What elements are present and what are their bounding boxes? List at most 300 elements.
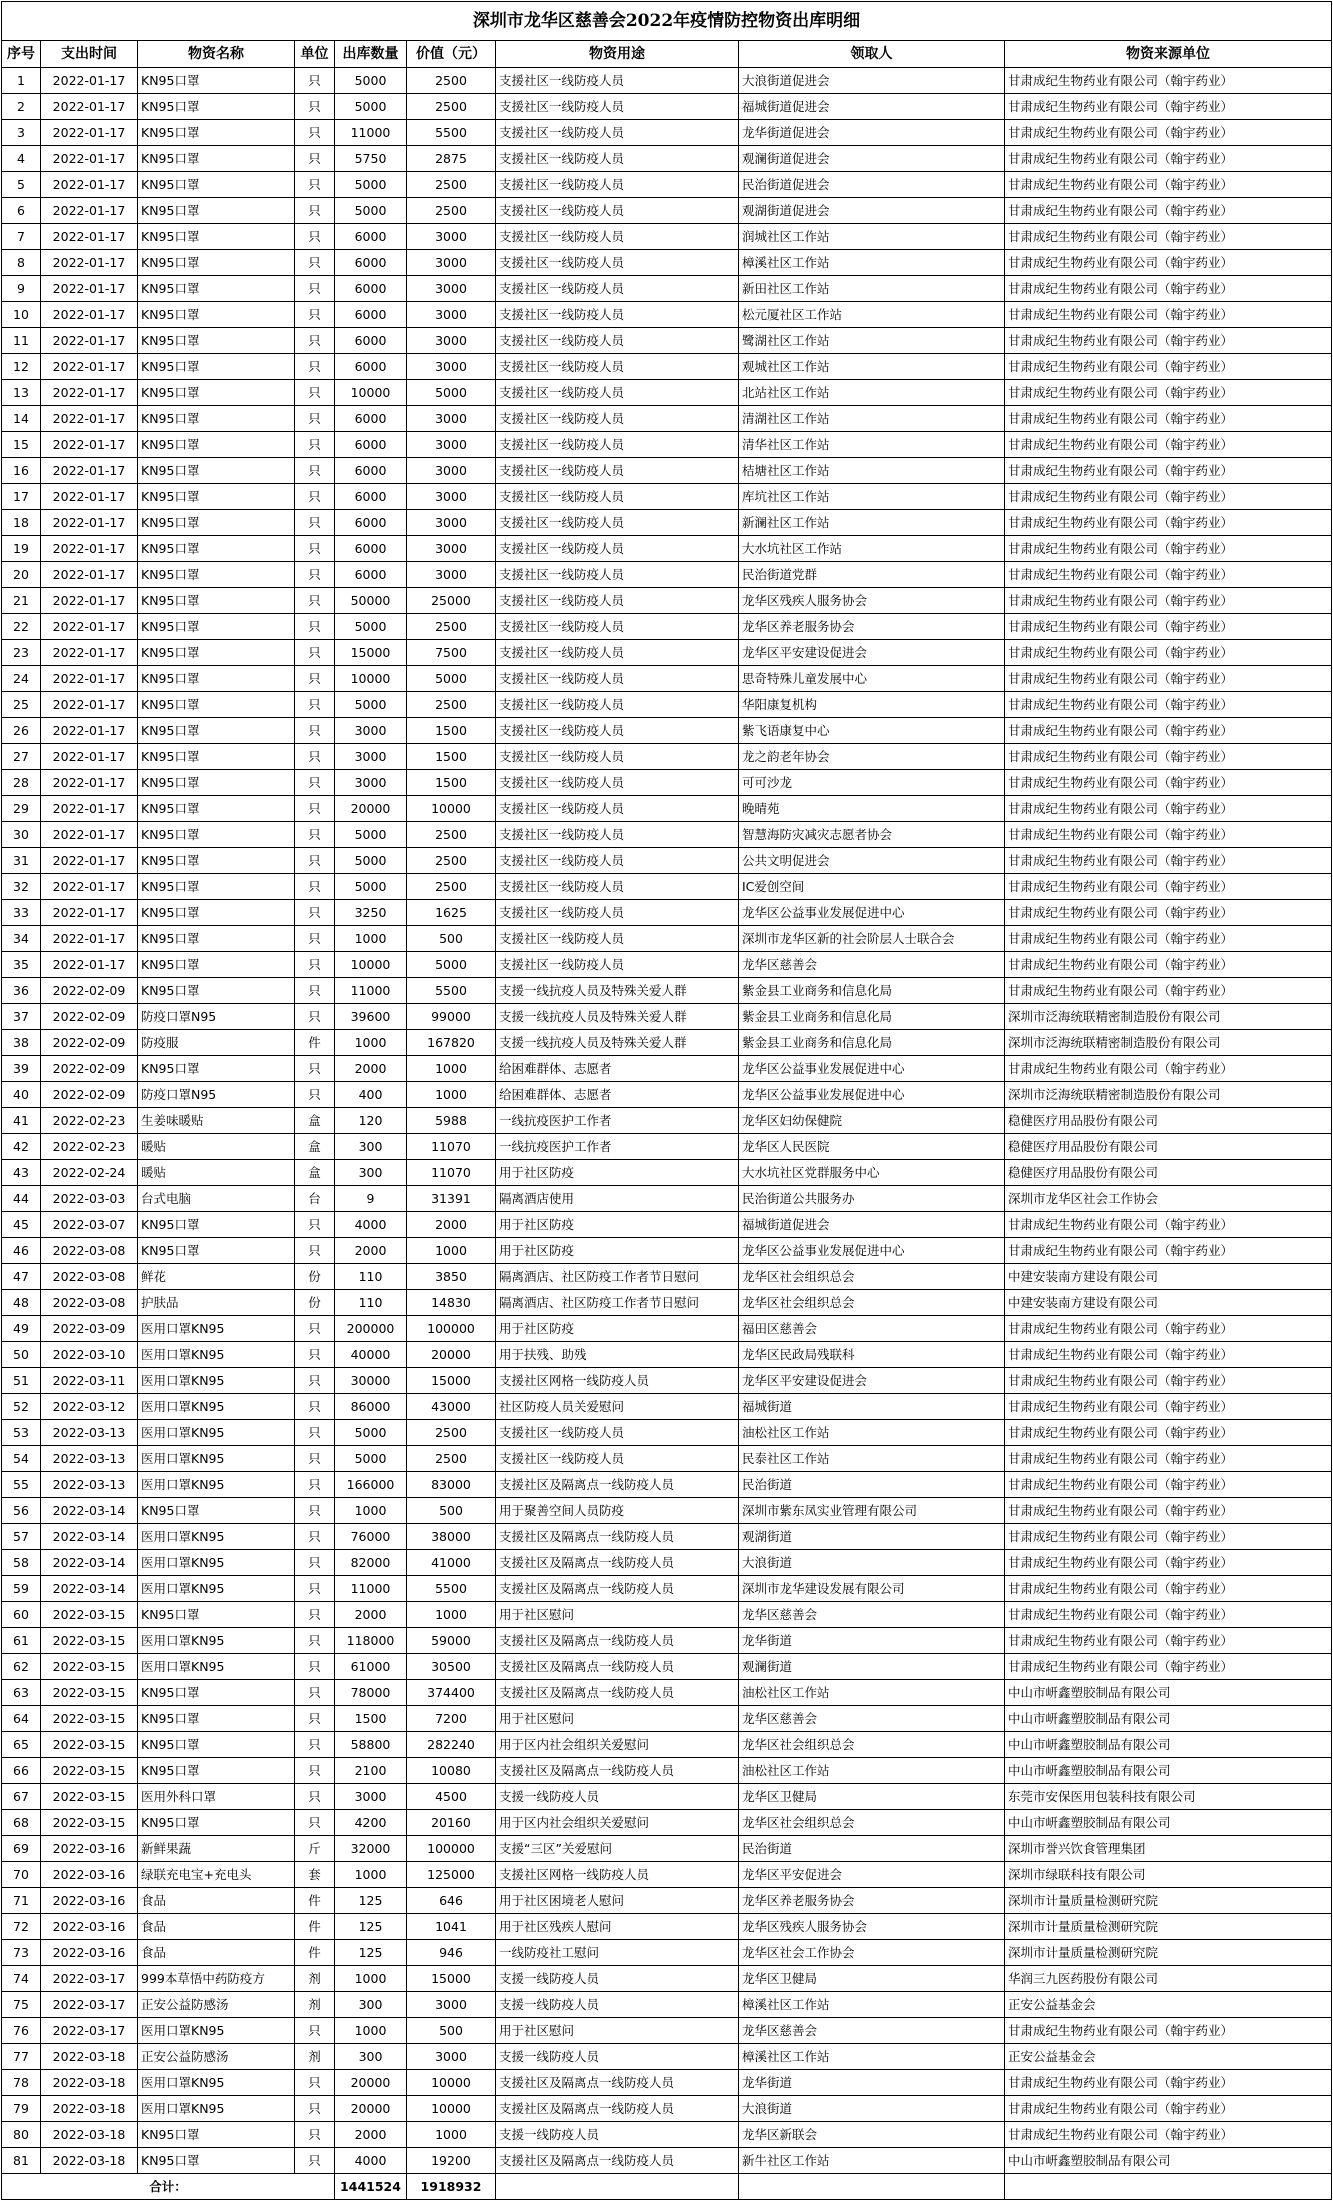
cell-date: 2022-03-13 bbox=[41, 1472, 138, 1498]
cell-unit: 只 bbox=[295, 588, 335, 614]
cell-source: 甘肃成纪生物药业有限公司（翰宇药业） bbox=[1005, 1498, 1332, 1524]
cell-index: 19 bbox=[2, 536, 41, 562]
cell-quantity: 6000 bbox=[335, 510, 407, 536]
cell-unit: 只 bbox=[295, 1004, 335, 1030]
cell-date: 2022-03-15 bbox=[41, 1680, 138, 1706]
cell-index: 11 bbox=[2, 328, 41, 354]
cell-source: 中山市岍鑫塑胶制品有限公司 bbox=[1005, 2148, 1332, 2174]
cell-unit: 只 bbox=[295, 1550, 335, 1576]
cell-source: 甘肃成纪生物药业有限公司（翰宇药业） bbox=[1005, 2070, 1332, 2096]
table-row bbox=[2, 1654, 1332, 1680]
cell-purpose: 支援一线防疫人员 bbox=[496, 1992, 739, 2018]
cell-unit: 只 bbox=[295, 484, 335, 510]
table-row bbox=[2, 1160, 1332, 1186]
cell-index: 30 bbox=[2, 822, 41, 848]
cell-recipient: 北站社区工作站 bbox=[739, 380, 1005, 406]
cell-date: 2022-01-17 bbox=[41, 68, 138, 94]
table-row bbox=[2, 1186, 1332, 1212]
cell-source: 甘肃成纪生物药业有限公司（翰宇药业） bbox=[1005, 1524, 1332, 1550]
cell-purpose: 隔离酒店、社区防疫工作者节日慰问 bbox=[496, 1290, 739, 1316]
cell-purpose: 一线抗疫医护工作者 bbox=[496, 1134, 739, 1160]
cell-quantity: 11000 bbox=[335, 978, 407, 1004]
cell-purpose: 用于社区残疾人慰问 bbox=[496, 1914, 739, 1940]
cell-quantity: 5750 bbox=[335, 146, 407, 172]
cell-index: 8 bbox=[2, 250, 41, 276]
table-row bbox=[2, 1784, 1332, 1810]
table-row bbox=[2, 1004, 1332, 1030]
cell-date: 2022-03-13 bbox=[41, 1420, 138, 1446]
cell-value: 3000 bbox=[407, 276, 496, 302]
cell-recipient: 龙华区平安建设促进会 bbox=[739, 640, 1005, 666]
cell-recipient: 可可沙龙 bbox=[739, 770, 1005, 796]
cell-date: 2022-03-18 bbox=[41, 2122, 138, 2148]
cell-purpose: 用于扶残、助残 bbox=[496, 1342, 739, 1368]
cell-index: 76 bbox=[2, 2018, 41, 2044]
cell-index: 2 bbox=[2, 94, 41, 120]
cell-value: 1625 bbox=[407, 900, 496, 926]
cell-quantity: 3000 bbox=[335, 770, 407, 796]
cell-item: 食品 bbox=[138, 1888, 295, 1914]
cell-date: 2022-03-18 bbox=[41, 2096, 138, 2122]
cell-purpose: 一线抗疫医护工作者 bbox=[496, 1108, 739, 1134]
cell-value: 11070 bbox=[407, 1134, 496, 1160]
cell-value: 125000 bbox=[407, 1862, 496, 1888]
total-label: 合计： bbox=[2, 2174, 335, 2200]
cell-index: 36 bbox=[2, 978, 41, 1004]
cell-date: 2022-02-09 bbox=[41, 978, 138, 1004]
cell-unit: 盒 bbox=[295, 1134, 335, 1160]
cell-item: 医用口罩KN95 bbox=[138, 1316, 295, 1342]
cell-value: 20160 bbox=[407, 1810, 496, 1836]
table-row bbox=[2, 2122, 1332, 2148]
cell-value: 59000 bbox=[407, 1628, 496, 1654]
cell-source: 深圳市绿联科技有限公司 bbox=[1005, 1862, 1332, 1888]
cell-quantity: 6000 bbox=[335, 562, 407, 588]
cell-index: 69 bbox=[2, 1836, 41, 1862]
cell-value: 43000 bbox=[407, 1394, 496, 1420]
cell-date: 2022-01-17 bbox=[41, 614, 138, 640]
cell-recipient: 清华社区工作站 bbox=[739, 432, 1005, 458]
cell-source: 甘肃成纪生物药业有限公司（翰宇药业） bbox=[1005, 380, 1332, 406]
cell-value: 3000 bbox=[407, 536, 496, 562]
total-value: 1918932 bbox=[407, 2174, 496, 2200]
cell-item: KN95口罩 bbox=[138, 406, 295, 432]
cell-index: 61 bbox=[2, 1628, 41, 1654]
cell-source: 甘肃成纪生物药业有限公司（翰宇药业） bbox=[1005, 926, 1332, 952]
cell-purpose: 支援社区一线防疫人员 bbox=[496, 146, 739, 172]
cell-index: 45 bbox=[2, 1212, 41, 1238]
cell-unit: 只 bbox=[295, 1212, 335, 1238]
cell-purpose: 支援一线防疫人员 bbox=[496, 1966, 739, 1992]
table-row bbox=[2, 822, 1332, 848]
cell-index: 42 bbox=[2, 1134, 41, 1160]
table-row bbox=[2, 926, 1332, 952]
cell-source: 中山市岍鑫塑胶制品有限公司 bbox=[1005, 1758, 1332, 1784]
table-row bbox=[2, 328, 1332, 354]
cell-date: 2022-01-17 bbox=[41, 770, 138, 796]
cell-index: 57 bbox=[2, 1524, 41, 1550]
cell-recipient: 龙华区公益事业发展促进中心 bbox=[739, 1238, 1005, 1264]
cell-unit: 只 bbox=[295, 1420, 335, 1446]
cell-source: 甘肃成纪生物药业有限公司（翰宇药业） bbox=[1005, 1576, 1332, 1602]
cell-index: 4 bbox=[2, 146, 41, 172]
cell-quantity: 3000 bbox=[335, 1784, 407, 1810]
cell-date: 2022-01-17 bbox=[41, 250, 138, 276]
outbound-table bbox=[1, 1, 1332, 2200]
header-unit: 单位 bbox=[295, 41, 335, 68]
cell-recipient: 龙华区人民医院 bbox=[739, 1134, 1005, 1160]
cell-item: KN95口罩 bbox=[138, 1212, 295, 1238]
cell-date: 2022-03-16 bbox=[41, 1836, 138, 1862]
cell-date: 2022-03-08 bbox=[41, 1264, 138, 1290]
cell-recipient: 晚晴苑 bbox=[739, 796, 1005, 822]
cell-item: 999本草悟中药防疫方 bbox=[138, 1966, 295, 1992]
cell-purpose: 支援社区及隔离点一线防疫人员 bbox=[496, 1576, 739, 1602]
cell-value: 2000 bbox=[407, 1212, 496, 1238]
cell-item: 护肤品 bbox=[138, 1290, 295, 1316]
cell-purpose: 支援社区一线防疫人员 bbox=[496, 874, 739, 900]
cell-unit: 只 bbox=[295, 562, 335, 588]
cell-source: 甘肃成纪生物药业有限公司（翰宇药业） bbox=[1005, 328, 1332, 354]
cell-recipient: 大浪街道 bbox=[739, 1550, 1005, 1576]
cell-index: 79 bbox=[2, 2096, 41, 2122]
cell-date: 2022-03-16 bbox=[41, 1862, 138, 1888]
cell-recipient: 新澜社区工作站 bbox=[739, 510, 1005, 536]
cell-quantity: 6000 bbox=[335, 484, 407, 510]
cell-quantity: 1000 bbox=[335, 1862, 407, 1888]
cell-value: 5500 bbox=[407, 1576, 496, 1602]
cell-recipient: 龙华区民政局残联科 bbox=[739, 1342, 1005, 1368]
cell-unit: 只 bbox=[295, 198, 335, 224]
cell-item: KN95口罩 bbox=[138, 640, 295, 666]
cell-purpose: 用于社区慰问 bbox=[496, 2018, 739, 2044]
cell-recipient: 福城街道促进会 bbox=[739, 94, 1005, 120]
cell-item: 台式电脑 bbox=[138, 1186, 295, 1212]
cell-source: 甘肃成纪生物药业有限公司（翰宇药业） bbox=[1005, 848, 1332, 874]
cell-date: 2022-01-17 bbox=[41, 536, 138, 562]
cell-purpose: 支援社区及隔离点一线防疫人员 bbox=[496, 2070, 739, 2096]
cell-source: 中山市岍鑫塑胶制品有限公司 bbox=[1005, 1732, 1332, 1758]
cell-quantity: 6000 bbox=[335, 302, 407, 328]
cell-purpose: 支援社区及隔离点一线防疫人员 bbox=[496, 1758, 739, 1784]
table-row bbox=[2, 744, 1332, 770]
cell-source: 稳健医疗用品股份有限公司 bbox=[1005, 1160, 1332, 1186]
cell-source: 甘肃成纪生物药业有限公司（翰宇药业） bbox=[1005, 432, 1332, 458]
cell-source: 甘肃成纪生物药业有限公司（翰宇药业） bbox=[1005, 770, 1332, 796]
cell-date: 2022-01-17 bbox=[41, 484, 138, 510]
cell-index: 22 bbox=[2, 614, 41, 640]
cell-quantity: 50000 bbox=[335, 588, 407, 614]
table-row bbox=[2, 1420, 1332, 1446]
cell-unit: 只 bbox=[295, 640, 335, 666]
cell-quantity: 86000 bbox=[335, 1394, 407, 1420]
table-row bbox=[2, 562, 1332, 588]
cell-index: 1 bbox=[2, 68, 41, 94]
table-row bbox=[2, 146, 1332, 172]
table-row bbox=[2, 1888, 1332, 1914]
cell-recipient: 樟溪社区工作站 bbox=[739, 1992, 1005, 2018]
cell-index: 60 bbox=[2, 1602, 41, 1628]
cell-unit: 只 bbox=[295, 1368, 335, 1394]
cell-quantity: 10000 bbox=[335, 952, 407, 978]
cell-source: 甘肃成纪生物药业有限公司（翰宇药业） bbox=[1005, 666, 1332, 692]
cell-date: 2022-01-17 bbox=[41, 640, 138, 666]
cell-item: 防疫服 bbox=[138, 1030, 295, 1056]
table-row bbox=[2, 354, 1332, 380]
cell-unit: 只 bbox=[295, 822, 335, 848]
cell-unit: 只 bbox=[295, 1706, 335, 1732]
cell-quantity: 110 bbox=[335, 1290, 407, 1316]
cell-date: 2022-01-17 bbox=[41, 198, 138, 224]
cell-recipient: 润城社区工作站 bbox=[739, 224, 1005, 250]
cell-unit: 件 bbox=[295, 1888, 335, 1914]
cell-item: 医用口罩KN95 bbox=[138, 1368, 295, 1394]
cell-source: 深圳市泛海统联精密制造股份有限公司 bbox=[1005, 1004, 1332, 1030]
cell-index: 52 bbox=[2, 1394, 41, 1420]
table-row bbox=[2, 796, 1332, 822]
cell-source: 甘肃成纪生物药业有限公司（翰宇药业） bbox=[1005, 900, 1332, 926]
cell-item: 医用口罩KN95 bbox=[138, 1472, 295, 1498]
cell-unit: 份 bbox=[295, 1264, 335, 1290]
cell-date: 2022-01-17 bbox=[41, 848, 138, 874]
cell-quantity: 5000 bbox=[335, 848, 407, 874]
cell-date: 2022-01-17 bbox=[41, 744, 138, 770]
cell-item: 医用口罩KN95 bbox=[138, 1342, 295, 1368]
cell-unit: 只 bbox=[295, 1472, 335, 1498]
cell-purpose: 支援社区一线防疫人员 bbox=[496, 458, 739, 484]
cell-purpose: 用于区内社会组织关爱慰问 bbox=[496, 1810, 739, 1836]
table-row bbox=[2, 900, 1332, 926]
cell-source: 甘肃成纪生物药业有限公司（翰宇药业） bbox=[1005, 2096, 1332, 2122]
cell-source: 甘肃成纪生物药业有限公司（翰宇药业） bbox=[1005, 1394, 1332, 1420]
table-row bbox=[2, 1238, 1332, 1264]
cell-date: 2022-03-15 bbox=[41, 1654, 138, 1680]
cell-value: 2500 bbox=[407, 874, 496, 900]
table-row bbox=[2, 1498, 1332, 1524]
table-row bbox=[2, 198, 1332, 224]
cell-value: 4500 bbox=[407, 1784, 496, 1810]
cell-value: 3850 bbox=[407, 1264, 496, 1290]
table-row bbox=[2, 692, 1332, 718]
cell-index: 67 bbox=[2, 1784, 41, 1810]
cell-recipient: 龙华区社会组织总会 bbox=[739, 1810, 1005, 1836]
cell-purpose: 支援社区及隔离点一线防疫人员 bbox=[496, 1550, 739, 1576]
cell-recipient: 龙华区残疾人服务协会 bbox=[739, 588, 1005, 614]
cell-index: 43 bbox=[2, 1160, 41, 1186]
cell-source: 深圳市计量质量检测研究院 bbox=[1005, 1888, 1332, 1914]
cell-recipient: 龙华区新联会 bbox=[739, 2122, 1005, 2148]
cell-quantity: 20000 bbox=[335, 2070, 407, 2096]
cell-source: 甘肃成纪生物药业有限公司（翰宇药业） bbox=[1005, 1472, 1332, 1498]
cell-recipient: IC爱创空间 bbox=[739, 874, 1005, 900]
cell-value: 25000 bbox=[407, 588, 496, 614]
cell-purpose: 支援一线防疫人员 bbox=[496, 1784, 739, 1810]
cell-value: 7500 bbox=[407, 640, 496, 666]
cell-source: 甘肃成纪生物药业有限公司（翰宇药业） bbox=[1005, 198, 1332, 224]
cell-item: KN95口罩 bbox=[138, 1238, 295, 1264]
cell-unit: 只 bbox=[295, 1342, 335, 1368]
cell-source: 甘肃成纪生物药业有限公司（翰宇药业） bbox=[1005, 718, 1332, 744]
cell-index: 56 bbox=[2, 1498, 41, 1524]
cell-purpose: 支援社区一线防疫人员 bbox=[496, 666, 739, 692]
cell-date: 2022-03-16 bbox=[41, 1888, 138, 1914]
cell-unit: 只 bbox=[295, 692, 335, 718]
cell-recipient: 智慧海防灾减灾志愿者协会 bbox=[739, 822, 1005, 848]
cell-quantity: 11000 bbox=[335, 120, 407, 146]
table-row bbox=[2, 640, 1332, 666]
cell-value: 3000 bbox=[407, 224, 496, 250]
cell-recipient: 樟溪社区工作站 bbox=[739, 2044, 1005, 2070]
table-row bbox=[2, 770, 1332, 796]
cell-recipient: 大浪街道促进会 bbox=[739, 68, 1005, 94]
cell-index: 7 bbox=[2, 224, 41, 250]
cell-date: 2022-01-17 bbox=[41, 328, 138, 354]
cell-recipient: 龙华区慈善会 bbox=[739, 1602, 1005, 1628]
cell-quantity: 3000 bbox=[335, 718, 407, 744]
table-row bbox=[2, 2044, 1332, 2070]
cell-source: 甘肃成纪生物药业有限公司（翰宇药业） bbox=[1005, 1628, 1332, 1654]
cell-item: KN95口罩 bbox=[138, 926, 295, 952]
cell-item: KN95口罩 bbox=[138, 2148, 295, 2174]
cell-purpose: 支援社区一线防疫人员 bbox=[496, 224, 739, 250]
cell-item: KN95口罩 bbox=[138, 198, 295, 224]
cell-purpose: 支援社区一线防疫人员 bbox=[496, 354, 739, 380]
cell-source: 甘肃成纪生物药业有限公司（翰宇药业） bbox=[1005, 822, 1332, 848]
cell-date: 2022-01-17 bbox=[41, 406, 138, 432]
cell-date: 2022-03-14 bbox=[41, 1576, 138, 1602]
table-row bbox=[2, 1602, 1332, 1628]
cell-index: 12 bbox=[2, 354, 41, 380]
cell-unit: 只 bbox=[295, 250, 335, 276]
cell-quantity: 15000 bbox=[335, 640, 407, 666]
cell-quantity: 39600 bbox=[335, 1004, 407, 1030]
cell-recipient: 观澜街道促进会 bbox=[739, 146, 1005, 172]
cell-source: 甘肃成纪生物药业有限公司（翰宇药业） bbox=[1005, 94, 1332, 120]
cell-purpose: 支援社区一线防疫人员 bbox=[496, 250, 739, 276]
cell-unit: 只 bbox=[295, 510, 335, 536]
cell-source: 甘肃成纪生物药业有限公司（翰宇药业） bbox=[1005, 614, 1332, 640]
table-row bbox=[2, 2148, 1332, 2174]
cell-recipient: 油松社区工作站 bbox=[739, 1680, 1005, 1706]
table-row bbox=[2, 1394, 1332, 1420]
cell-purpose: 一线防疫社工慰问 bbox=[496, 1940, 739, 1966]
cell-unit: 只 bbox=[295, 354, 335, 380]
cell-source: 深圳市泛海统联精密制造股份有限公司 bbox=[1005, 1030, 1332, 1056]
header-index: 序号 bbox=[2, 41, 41, 68]
cell-date: 2022-03-12 bbox=[41, 1394, 138, 1420]
cell-recipient: 观湖街道促进会 bbox=[739, 198, 1005, 224]
cell-quantity: 300 bbox=[335, 1134, 407, 1160]
cell-recipient: 深圳市紫东凤实业管理有限公司 bbox=[739, 1498, 1005, 1524]
cell-source: 甘肃成纪生物药业有限公司（翰宇药业） bbox=[1005, 276, 1332, 302]
table-row bbox=[2, 848, 1332, 874]
cell-unit: 只 bbox=[295, 172, 335, 198]
cell-item: KN95口罩 bbox=[138, 354, 295, 380]
cell-source: 甘肃成纪生物药业有限公司（翰宇药业） bbox=[1005, 68, 1332, 94]
cell-unit: 只 bbox=[295, 1784, 335, 1810]
cell-quantity: 6000 bbox=[335, 406, 407, 432]
cell-unit: 只 bbox=[295, 952, 335, 978]
cell-item: KN95口罩 bbox=[138, 900, 295, 926]
cell-purpose: 支援社区一线防疫人员 bbox=[496, 302, 739, 328]
cell-source: 甘肃成纪生物药业有限公司（翰宇药业） bbox=[1005, 952, 1332, 978]
cell-unit: 只 bbox=[295, 328, 335, 354]
cell-unit: 只 bbox=[295, 1394, 335, 1420]
cell-index: 73 bbox=[2, 1940, 41, 1966]
cell-value: 946 bbox=[407, 1940, 496, 1966]
cell-source: 甘肃成纪生物药业有限公司（翰宇药业） bbox=[1005, 1420, 1332, 1446]
cell-date: 2022-03-11 bbox=[41, 1368, 138, 1394]
cell-unit: 剂 bbox=[295, 2044, 335, 2070]
cell-item: KN95口罩 bbox=[138, 614, 295, 640]
cell-recipient: 龙华区平安建设促进会 bbox=[739, 1368, 1005, 1394]
cell-source: 甘肃成纪生物药业有限公司（翰宇药业） bbox=[1005, 510, 1332, 536]
cell-purpose: 用于社区防疫 bbox=[496, 1160, 739, 1186]
cell-quantity: 20000 bbox=[335, 796, 407, 822]
cell-date: 2022-01-17 bbox=[41, 926, 138, 952]
cell-item: 鲜花 bbox=[138, 1264, 295, 1290]
cell-source: 甘肃成纪生物药业有限公司（翰宇药业） bbox=[1005, 120, 1332, 146]
cell-item: 新鲜果蔬 bbox=[138, 1836, 295, 1862]
header-date: 支出时间 bbox=[41, 41, 138, 68]
cell-date: 2022-03-15 bbox=[41, 1758, 138, 1784]
cell-quantity: 6000 bbox=[335, 354, 407, 380]
cell-item: KN95口罩 bbox=[138, 1056, 295, 1082]
cell-value: 1041 bbox=[407, 1914, 496, 1940]
cell-item: KN95口罩 bbox=[138, 250, 295, 276]
cell-recipient: 民治街道 bbox=[739, 1472, 1005, 1498]
cell-recipient: 深圳市龙华建设发展有限公司 bbox=[739, 1576, 1005, 1602]
cell-value: 3000 bbox=[407, 458, 496, 484]
cell-unit: 只 bbox=[295, 1498, 335, 1524]
cell-quantity: 1000 bbox=[335, 1498, 407, 1524]
cell-item: 防疫口罩N95 bbox=[138, 1004, 295, 1030]
total-quantity: 1441524 bbox=[335, 2174, 407, 2200]
table-row bbox=[2, 406, 1332, 432]
cell-source: 稳健医疗用品股份有限公司 bbox=[1005, 1134, 1332, 1160]
cell-quantity: 40000 bbox=[335, 1342, 407, 1368]
table-row bbox=[2, 1706, 1332, 1732]
cell-purpose: 支援社区一线防疫人员 bbox=[496, 536, 739, 562]
cell-recipient: 观湖街道 bbox=[739, 1524, 1005, 1550]
cell-recipient: 龙华区社会组织总会 bbox=[739, 1264, 1005, 1290]
cell-purpose: 给困难群体、志愿者 bbox=[496, 1056, 739, 1082]
cell-index: 6 bbox=[2, 198, 41, 224]
cell-date: 2022-02-09 bbox=[41, 1082, 138, 1108]
cell-date: 2022-02-09 bbox=[41, 1056, 138, 1082]
cell-value: 10000 bbox=[407, 796, 496, 822]
cell-item: KN95口罩 bbox=[138, 952, 295, 978]
table-row bbox=[2, 2070, 1332, 2096]
table-row bbox=[2, 172, 1332, 198]
cell-index: 40 bbox=[2, 1082, 41, 1108]
table-row bbox=[2, 1810, 1332, 1836]
cell-index: 50 bbox=[2, 1342, 41, 1368]
cell-unit: 只 bbox=[295, 1758, 335, 1784]
cell-item: KN95口罩 bbox=[138, 458, 295, 484]
cell-purpose: 支援社区一线防疫人员 bbox=[496, 510, 739, 536]
cell-date: 2022-01-17 bbox=[41, 94, 138, 120]
cell-date: 2022-03-03 bbox=[41, 1186, 138, 1212]
cell-unit: 只 bbox=[295, 770, 335, 796]
cell-recipient: 大水坑社区党群服务中心 bbox=[739, 1160, 1005, 1186]
cell-quantity: 4000 bbox=[335, 1212, 407, 1238]
cell-source: 甘肃成纪生物药业有限公司（翰宇药业） bbox=[1005, 354, 1332, 380]
cell-source: 中建安装南方建设有限公司 bbox=[1005, 1264, 1332, 1290]
table-row bbox=[2, 432, 1332, 458]
cell-date: 2022-03-18 bbox=[41, 2070, 138, 2096]
cell-source: 甘肃成纪生物药业有限公司（翰宇药业） bbox=[1005, 484, 1332, 510]
